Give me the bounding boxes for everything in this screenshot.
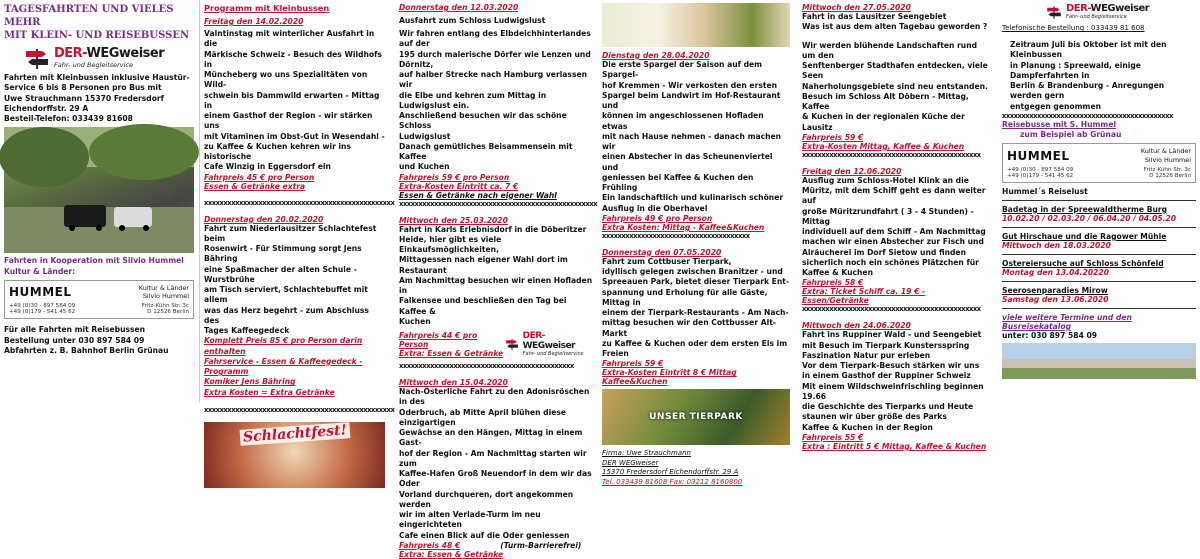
event-extra: Extra: Ticket Schiff ca. 19 € - Essen/Getränke xyxy=(802,287,926,306)
event-description xyxy=(204,224,385,337)
event-extra: Extra-Kosten Mittag, Kaffee & Kuchen xyxy=(802,141,965,151)
desc-line: Valntinstag mit winterlicher Ausfahrt in die xyxy=(204,29,375,49)
order-phone: Telefonische Bestellung : 033439 81 608 xyxy=(1002,24,1145,32)
intro-line: Eichendorffstr. 29 A xyxy=(4,103,89,113)
company-line: DER WEGweiser xyxy=(602,458,659,467)
separator: xxxxxxxxxxxxxxxxxxxxxxxxxxxxxxxxxxxxxxxxxxxxx xyxy=(399,362,574,370)
separator-line xyxy=(1002,281,1196,282)
separator: xxxxxxxxxxxxxxxxxxxxxxxxxxxxxxxxxxxxxxxxxxxxxxxxx xyxy=(204,405,395,414)
desc-line: eine Spaßmacher der alten Schule - Wurstbrühe xyxy=(204,264,357,284)
desc-line: Fahrt ins Ruppiner Wald - und Seengebiet xyxy=(802,330,982,340)
hummel-mobile: +49 (0)179 - 541 45 62 xyxy=(1007,172,1074,179)
desc-line: Anschließend besuchen wir das schöne Schloss xyxy=(399,111,567,131)
column-program-2 xyxy=(395,0,598,559)
desc-line: hof Kremmen - Wir verkosten den ersten xyxy=(602,80,778,90)
reisebus-line: zum Beispiel ab Grünau xyxy=(1020,130,1122,139)
desc-line: Fahrt zum Cottbuser Tierpark, xyxy=(602,256,732,266)
desc-line: Zeitraum Juli bis Oktober ist mit den Kleinbussen xyxy=(1010,40,1167,60)
desc-line: einem Gasthof der Region - wir stärken uns xyxy=(204,111,373,131)
footer-line: Für alle Fahrten mit Reisebussen xyxy=(4,325,146,335)
desc-line: Besuch im Schloss Alt Döbern - Mittag, Kaffee xyxy=(802,91,969,111)
hummel-street: Fritz-Kühn Str. 3c xyxy=(1143,166,1191,173)
desc-line: die Geschichte des Tierparks und Heute xyxy=(802,402,974,411)
desc-line: Fahrt zum Niederlausitzer Schlachtefest beim xyxy=(204,223,377,243)
desc-line: Die erste Spargel der Saison auf dem Spargel- xyxy=(602,60,763,80)
desc-line: in Planung : Spreewald, einige Dampferfahrten in xyxy=(1010,60,1141,80)
signpost-icon xyxy=(1046,4,1062,20)
desc-line: geniessen bei Kaffee & Kuchen den Frühling xyxy=(602,172,754,192)
desc-line: sicherlich noch ein schönes Plätzchen für xyxy=(802,257,979,267)
cooperation-line: Fahrten in Kooperation mit Silvio Hummel xyxy=(4,256,184,266)
trip-title: Gut Hirschaue und die Ragower Mühle xyxy=(1002,231,1167,241)
event-description xyxy=(399,29,593,173)
event-date: Donnerstag den 20.02.2020 xyxy=(204,214,324,224)
company-line: Firma: Uwe Strauchmann xyxy=(602,449,691,458)
event-heading: Ausfahrt zum Schloss Ludwigslust xyxy=(399,16,546,25)
hummel-city: D 12526 Berlin xyxy=(147,309,189,316)
desc-line: einem der Tierpark-Restaurants - Am Nach- xyxy=(602,308,789,317)
castle-photo xyxy=(1002,343,1196,379)
desc-line: was das Herz begehrt - zum Abschluss des xyxy=(204,305,369,325)
desc-line: Falkensee und beschließen den Tag bei Kaffee & xyxy=(399,296,567,316)
event-date: Freitag den 12.06.2020 xyxy=(802,166,902,176)
separator: xxxxxxxxxxxxxxxxxxxxxxxxxxxxxxxxxxxxxxxxxxxxxxxxxxx xyxy=(399,199,598,208)
trip-date: 10.02.20 / 02.03.20 / 06.04.20 / 04.05.20 xyxy=(1002,213,1177,223)
hummel-brand: HUMMEL xyxy=(1007,148,1070,163)
trip-title: Badetag in der Spreewaldtherme Burg xyxy=(1002,204,1168,214)
event-price: Fahrpreis 48 € xyxy=(399,540,461,550)
footer-line: Abfahrten z. B. Bahnhof Berlin Grünau xyxy=(4,345,169,355)
intro-line: Service 6 bis 8 Personen pro Bus mit xyxy=(4,83,162,93)
event-extra: Extra: Essen & Getränke xyxy=(399,549,504,559)
desc-line: entgegen genommen xyxy=(1010,101,1101,111)
desc-line: Ludwigslust xyxy=(399,131,451,141)
desc-line: Märkische Schweiz - Besuch des Wildhofs in xyxy=(204,49,382,69)
event-extra: Extra-Kosten Eintritt ca. 7 € xyxy=(399,181,519,191)
event-date: Dienstag den 28.04.2020 xyxy=(602,51,710,60)
desc-line: Spargel beim Landwirt im Hof-Restaurant und xyxy=(602,90,781,110)
schlachtfest-image-text: Schlachtfest! xyxy=(239,422,350,446)
desc-line: Gewächse an den Hängen, Mittag in einem Gast- xyxy=(399,428,583,448)
hummel-phone: +49 (0)30 - 897 584 09 xyxy=(1007,166,1074,173)
event-price: Fahrpreis 59 € pro Person xyxy=(399,172,510,182)
desc-line: wir im alten Verlade-Turm im neu eingerichteten xyxy=(399,510,541,530)
intro-text xyxy=(4,73,194,124)
event-date: Mittwoch den 25.03.2020 xyxy=(399,215,508,225)
company-address xyxy=(602,449,790,487)
logo-word-2: WEGweiser xyxy=(522,341,575,351)
more-dates-text: viele weitere Termine und den Busreisekatalog xyxy=(1002,312,1132,331)
minibus-photo-illustration xyxy=(4,127,194,253)
logo-word-2: WEGweiser xyxy=(86,46,165,61)
hummel-name: Silvio Hummel xyxy=(142,292,189,301)
hummel-phone: +49 (0)30 - 897 584 09 xyxy=(9,303,76,310)
column-program-3 xyxy=(598,0,794,486)
desc-line: Tages Kaffeegedeck xyxy=(204,326,290,335)
separator: xxxxxxxxxxxxxxxxxxxxxxxxxxxxxxxxxxxxxxxxxxxxxx xyxy=(802,305,981,314)
desc-line: Müncheberg wo uns Spezialitäten von Wild- xyxy=(204,70,368,90)
desc-line: Was ist aus dem alten Tagebau geworden ? xyxy=(802,22,988,32)
trip-title: Ostereiersuche auf Schloss Schönfeld xyxy=(1002,258,1164,268)
desc-line: schwein bis Dammwild erwarten - Mittag in xyxy=(204,90,380,110)
desc-line: Nach-Österliche Fahrt zu den Adonisröschen in des xyxy=(399,387,590,407)
desc-line: Cafe Winzig in Eggersdorf ein xyxy=(204,162,331,172)
desc-line: Vorland durchqueren, dort angekommen werden xyxy=(399,489,574,509)
hummel-name: Silvio Hummel xyxy=(1144,155,1191,164)
event-price: Fahrpreis 45 € pro Person xyxy=(204,172,315,182)
logo-word-1: DER- xyxy=(1066,3,1091,14)
desc-line: Wir fahren entlang des Elbdeichhinterlandes auf der xyxy=(399,29,591,49)
desc-line: mittag besuchen wir den Cottbusser Alt-Markt xyxy=(602,318,776,338)
desc-line: am Tisch serviert, Schlachtebuffet mit allem xyxy=(204,285,368,305)
hummel-tagline: Kultur & Länder xyxy=(138,283,189,292)
desc-line: Fahrt in Karls Erlebnisdorf in die Döberitzer xyxy=(399,224,587,234)
reisebus-heading xyxy=(1002,120,1196,141)
wegweiser-logo xyxy=(505,331,593,357)
event-date: Mittwoch den 24.06.2020 xyxy=(802,321,911,331)
price-line: Extra Kosten = Extra Getränke xyxy=(204,387,335,397)
column-program-1 xyxy=(199,0,395,446)
planning-text xyxy=(1002,40,1196,112)
logo-word-2: WEGweiser xyxy=(1090,3,1150,14)
event-date: Donnerstag den 07.05.2020 xyxy=(602,247,722,257)
event-extra: Essen & Getränke extra xyxy=(204,181,306,191)
trip-date: Samstag den 13.06.2020 xyxy=(1002,294,1109,304)
logo-word-1: DER- xyxy=(54,46,87,61)
desc-line: Ausflug zum Schloss-Hotel Klink an die xyxy=(802,175,969,185)
desc-line: Fahrt in das Lausitzer Seengebiet xyxy=(802,12,947,21)
event-description xyxy=(802,176,992,279)
hummel-business-card xyxy=(4,280,194,320)
event-description xyxy=(399,225,593,328)
price-line: Fahrservice - Essen & Kaffeegedeck - Programm xyxy=(204,356,363,376)
signpost-icon xyxy=(505,337,519,351)
footer-text xyxy=(4,325,194,356)
intro-line: Uwe Strauchmann 15370 Fredersdorf xyxy=(4,93,164,103)
desc-line: 195 durch malerische Dörfer wie Lenzen und Dörnitz, xyxy=(399,49,591,69)
separator-line xyxy=(1002,227,1196,228)
event-description xyxy=(602,257,790,360)
intro-line: Besteil-Telefon: 033439 81608 xyxy=(4,114,133,123)
separator xyxy=(1002,200,1196,201)
desc-line: Ein landschaftlich und kulinarisch schöner xyxy=(602,193,784,203)
separator: xxxxxxxxxxxxxxxxxxxxxxxxxxxxxxxxxxxxxxxxxxxxxxxxx xyxy=(204,198,395,207)
desc-line: Alräucherei im Dorf Sietow und finden xyxy=(802,247,966,257)
desc-line: Vor dem Tierpark-Besuch stärken wir uns xyxy=(802,361,980,370)
separator: xxxxxxxxxxxxxxxxxxxxxxxxxxxxxxxxxxxxxxxxxxxx xyxy=(1002,111,1173,120)
headline-line-2: MIT KLEIN- UND REISEBUSSEN xyxy=(4,30,190,41)
event-heading xyxy=(802,12,992,33)
signpost-icon xyxy=(24,47,50,69)
separator-line xyxy=(1002,254,1196,255)
desc-line: auf halber Strecke nach Hamburg verlassen wir xyxy=(399,70,588,90)
desc-line: Oderbruch, ab Mitte April blühen diese einzigartigen xyxy=(399,407,567,427)
wegweiser-logo xyxy=(24,46,194,69)
event-description xyxy=(204,29,385,173)
desc-line: große Müritzrundfahrt ( 3 - 4 Stunden) - Mittag xyxy=(802,206,974,226)
event-description xyxy=(802,330,992,433)
logo-subtitle: Fahr- und Begleitservice xyxy=(54,61,134,69)
logo-subtitle: Fahr- und Begleitservice xyxy=(1066,14,1127,20)
desc-line: Senftenberger Stadthafen entdecken, viele Seen xyxy=(802,61,988,81)
desc-line: hof der Region - Am Nachmittag starten wir zum xyxy=(399,448,587,468)
desc-line: Naherholungsgebiete sind neu entstanden. xyxy=(802,81,988,91)
event-date: Donnerstag den 12.03.2020 xyxy=(399,3,519,12)
company-line: 15370 Fredersdorf Eichendorffstr. 29 A xyxy=(602,468,739,477)
event-price-details xyxy=(204,336,385,398)
desc-line: Faszination Natur pur erleben xyxy=(802,350,931,360)
hummel-business-card xyxy=(1002,143,1196,183)
schlachtfest-image xyxy=(204,422,385,488)
tierpark-label: UNSER TIERPARK xyxy=(649,412,743,423)
main-headline xyxy=(4,3,194,42)
desc-line: idyllisch gelegen zwischen Branitzer - und xyxy=(602,267,783,276)
hummel-city: D 12526 Berlin xyxy=(1149,172,1191,179)
event-description xyxy=(399,387,593,541)
desc-line: Berlin & Brandenburg - Anregungen werden gern xyxy=(1010,81,1165,101)
desc-line: Rosenwirt - Für Stimmung sorgt Jens Bähring xyxy=(204,244,362,264)
event-price: Fahrpreis 44 € pro Person xyxy=(399,331,478,349)
hummel-brand: HUMMEL xyxy=(9,285,72,300)
desc-line: Am Nachmittag besuchen wir einen Hofladen in xyxy=(399,275,593,295)
desc-line: Kaffee-Hafen Groß Neuendorf in dem wir das Oder xyxy=(399,469,592,489)
event-extra: Essen & Getränke nach eigener Wahl xyxy=(399,190,557,200)
company-line: Tel. 033439 81608 Fax: 03212 8160800 xyxy=(602,477,743,486)
desc-line: Ausflug in die Oberhavel xyxy=(602,203,708,213)
event-description xyxy=(602,60,790,214)
event-price: Fahrpreis 58 € xyxy=(802,278,864,288)
hummel-tagline: Kultur & Länder xyxy=(1140,147,1191,156)
desc-line: zu Kaffee & Kuchen oder dem ersten Eis im xyxy=(602,338,788,348)
desc-line: Freien xyxy=(602,349,629,358)
reisebus-line: Reisebusse mit S. Hummel xyxy=(1002,119,1117,129)
desc-line: und Kuchen xyxy=(399,162,450,172)
desc-line: zu Kaffee & Kuchen kehren wir ins historische xyxy=(204,141,351,161)
hummel-mobile: +49 (0)179 - 541 45 62 xyxy=(9,309,76,316)
event-price: Fahrpreis 59 € xyxy=(602,359,664,369)
event-date: Freitag den 14.02.2020 xyxy=(204,17,304,26)
headline-line-1: TAGESFAHRTEN UND VIELES MEHR xyxy=(4,4,174,28)
desc-line: Spreeauen Park, bietet dieser Tierpark Ent- xyxy=(602,277,790,287)
wegweiser-logo xyxy=(1046,3,1196,20)
desc-line: Cafe einen Blick auf die Oder geniessen xyxy=(399,530,570,540)
event-price: Fahrpreis 49 € pro Person xyxy=(602,213,713,223)
event-date: Mittwoch den 15.04.2020 xyxy=(399,378,508,387)
accessibility-note: (Turm-Barrierefrei) xyxy=(500,540,582,550)
desc-line: staunen wir über größe des Parks xyxy=(802,412,947,422)
program-title: Programm mit Kleinbussen xyxy=(204,3,330,13)
separator: xxxxxxxxxxxxxxxxxxxxxxxxxxxxxxxxxxxxxxxxxxxxxx xyxy=(802,150,981,159)
bus-photo xyxy=(4,127,194,253)
event-price: Fahrpreis 55 € xyxy=(802,432,864,442)
column-program-4 xyxy=(798,0,996,451)
intro-line: Fahrten mit Kleinbussen inklusive Haustür- xyxy=(4,73,190,82)
separator: xxxxxxxxxxxxxxxxxxxxxxxxxxxxxxxxxxxxxx xyxy=(602,231,750,240)
desc-line: Kuchen xyxy=(399,316,431,326)
price-line: Komplett Preis 85 € pro Person darin enthalten xyxy=(204,336,363,356)
desc-line: mit Besuch im Tierpark Kunstersspring xyxy=(802,340,970,350)
desc-line: Mittagessen nach eigener Wahl dort im Restaurant xyxy=(399,255,568,275)
trip-date: Mittwoch den 18.03.2020 xyxy=(1002,240,1111,250)
desc-line: die Elbe und kehren zum Mittag in Ludwigslust ein. xyxy=(399,90,547,110)
tierpark-photo xyxy=(602,389,790,445)
desc-line: einen Abstecher in das Scheunenviertel und xyxy=(602,152,773,172)
event-date: Mittwoch den 27.05.2020 xyxy=(802,3,911,12)
logo-subtitle: Fahr- und Begleitservice xyxy=(522,351,584,357)
desc-line: Müritz, mit dem Schiff geht es dann weiter auf xyxy=(802,186,986,206)
hummel-street: Fritz-Kühn Str. 3c xyxy=(141,303,189,310)
desc-line: Heide, hier gibt es viele Einkaufsmöglichkeiten, xyxy=(399,234,502,254)
desc-line: mit nach Hause nehmen - danach machen wir xyxy=(602,131,782,151)
desc-line: mit Vitaminen im Obst-Gut in Wesendahl - xyxy=(204,131,385,141)
trip-title: Seerosenparadies Mirow xyxy=(1002,285,1108,295)
desc-line: & Kuchen in der regionalen Küche der xyxy=(802,112,965,122)
price-line: Komiker Jens Bähring xyxy=(204,377,296,387)
event-description xyxy=(802,41,992,133)
event-price: Fahrpreis 59 € xyxy=(802,132,864,142)
desc-line: Kaffee & Kuchen xyxy=(802,268,873,277)
desc-line: Lausitz xyxy=(802,122,833,132)
separator-line xyxy=(1002,308,1196,309)
event-extra: Extra : Eintritt 5 € Mittag, Kaffee & Kuchen xyxy=(802,441,987,451)
reiselust-heading: Hummel´s Reiselust xyxy=(1002,186,1088,196)
desc-line: können im angeschlossenen Hofladen etwas xyxy=(602,111,764,131)
desc-line: in einem Gasthof der Ruppiner Schweiz xyxy=(802,371,971,381)
cooperation-text xyxy=(4,256,194,277)
column-intro xyxy=(0,0,198,402)
event-extra: Extra Kosten: Mittag - Kaffee&Kuchen xyxy=(602,222,765,232)
desc-line: Mit einem Wildschweinfrischling beginnen 19.66 xyxy=(802,381,984,401)
logo-word-1: DER- xyxy=(522,331,545,341)
cooperation-line: Kultur & Länder: xyxy=(4,266,76,276)
desc-line: Danach gemütliches Beisammensein mit Kaffee xyxy=(399,141,573,161)
column-contact xyxy=(998,0,1200,402)
event-extra: Extra: Essen & Getränke xyxy=(399,349,504,358)
desc-line: Kaffee & Kuchen in der Region xyxy=(802,422,933,432)
desc-line: machen wir einen Abstecher zur Fisch und xyxy=(802,237,984,247)
more-dates-phone: unter: 030 897 584 09 xyxy=(1002,330,1098,340)
desc-line: individuell auf dem Schiff - Am Nachmittag xyxy=(802,227,986,236)
footer-line: Bestellung unter 030 897 584 09 xyxy=(4,335,145,345)
desc-line: spannung und Erholung für alle Gäste, Mittag in xyxy=(602,287,768,307)
event-extra: Extra-Kosten Eintritt 8 € Mittag Kaffee&Kuchen xyxy=(602,368,737,387)
desc-line: Wir werden blühende Landschaften rund um den xyxy=(802,40,978,60)
trip-date: Montag den 13.04.20220 xyxy=(1002,267,1109,277)
asparagus-photo xyxy=(602,3,790,47)
